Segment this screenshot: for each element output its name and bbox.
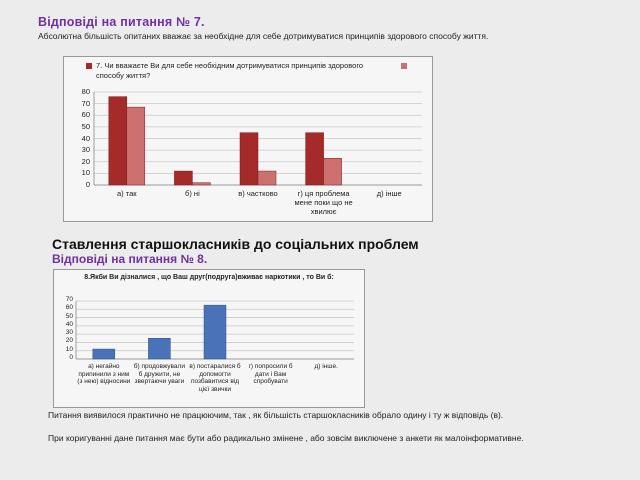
x-category-label: б) продовжували б дружити, не звертаючи уваги	[133, 363, 185, 385]
y-tick-label: 60	[81, 110, 90, 120]
section-8-main-heading: Ставлення старшокласників до соціальних проблем	[52, 236, 419, 252]
bar-2-1	[127, 107, 145, 185]
x-category-label: д) інше	[376, 189, 402, 198]
y-tick-label: 50	[65, 312, 73, 320]
bar-1-3	[204, 305, 226, 359]
bar-2-4	[324, 158, 342, 185]
bar-1-3	[240, 133, 258, 185]
y-tick-label: 70	[65, 296, 73, 303]
bar-1-4	[306, 133, 324, 185]
footer-line-1: Питання виявилося практично не працюючим, так , як більшість старшокласників обрало одину і ту ж відповідь (в).	[48, 410, 504, 420]
x-category-label: г) попросили б дати і Вам спробувати	[248, 363, 293, 385]
x-category-label: в) частково	[238, 189, 278, 198]
chart-7-legend: 7. Чи вважаєте Ви для себе необхідним дотримуватися принципів здорового способу життя?	[96, 61, 364, 80]
chart-8-frame	[53, 269, 365, 408]
y-tick-label: 30	[81, 145, 90, 155]
y-tick-label: 10	[81, 168, 90, 178]
y-tick-label: 40	[81, 133, 90, 143]
y-tick-label: 30	[65, 329, 73, 337]
x-category-label: а) негайно припинили з ним (з нею) відносини	[77, 363, 131, 385]
y-tick-label: 70	[81, 98, 90, 108]
footer-line-2: При коригуванні дане питання має бути або радикально змінене , або зовсім виключене з анкети як малоінформативне.	[48, 433, 524, 443]
bar-1-1	[109, 97, 127, 185]
question-7-text: Абсолютна більшість опитаних вважає за необхідне для себе дотримуватися принципів здорового способу життя.	[38, 31, 489, 41]
y-tick-label: 0	[69, 354, 73, 361]
x-category-label: д) інше.	[314, 363, 338, 370]
y-tick-label: 20	[65, 337, 73, 345]
y-tick-label: 80	[81, 87, 90, 96]
y-tick-label: 10	[65, 345, 73, 353]
x-category-label: в) постаралися б допомогти позбавитися від цієї звички	[189, 363, 241, 393]
bar-1-2	[148, 338, 170, 359]
x-category-label: б) ні	[185, 189, 200, 198]
question-8-heading: Відповіді на питання № 8.	[52, 252, 208, 266]
question-7-heading: Відповіді на питання № 7.	[38, 15, 205, 29]
chart-8-title: 8.Якби Ви дізналися , що Ваш друг(подруга)вживає наркотики , то Ви б:	[84, 274, 334, 281]
bar-2-3	[258, 171, 276, 185]
x-category-label: г) ця проблема мене поки що не хвилює	[294, 189, 353, 216]
y-tick-label: 40	[65, 320, 73, 328]
x-category-label: а) так	[117, 189, 137, 198]
y-tick-label: 20	[81, 156, 90, 166]
y-tick-label: 60	[65, 304, 73, 312]
bar-1-2	[174, 171, 192, 185]
bar-2-2	[192, 183, 210, 185]
chart-7-frame	[63, 56, 433, 222]
bar-1-1	[93, 349, 115, 359]
y-tick-label: 50	[81, 121, 90, 131]
y-tick-label: 0	[85, 180, 90, 189]
